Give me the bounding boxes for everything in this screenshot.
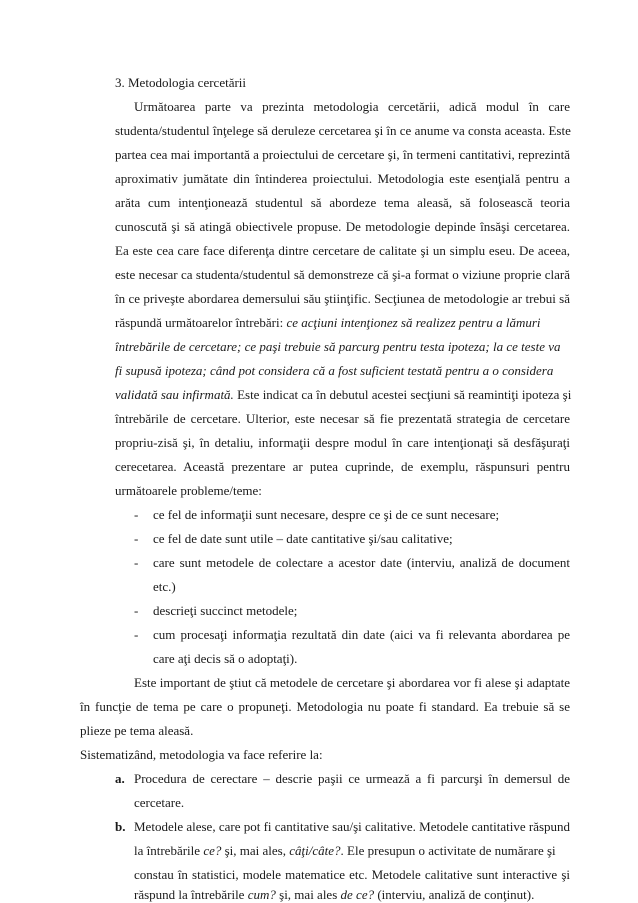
paragraph-line: Este important de ştiut că metodele de cercetare şi abordarea vor fi alese şi adaptate xyxy=(134,675,570,690)
paragraph-line: studenta/studentul înţelege să deruleze cercetarea şi în ce anume va consta aceasta. Este xyxy=(115,123,571,138)
list-item-text: Procedura de cerectare – descrie paşii ce urmează a fi parcurşi în demersul de xyxy=(134,771,570,786)
list-label-b: b. xyxy=(115,819,126,834)
italic-text: ce? xyxy=(203,843,225,858)
bullet-text: etc.) xyxy=(153,579,176,594)
paragraph-line: aproximativ jumătate din întinderea proiectului. Metodologia este esenţială pentru a xyxy=(115,171,570,186)
plain-text: şi, mai ales, xyxy=(224,843,290,858)
bullet-text: cum procesaţi informaţia rezultată din date (aici va fi relevanta abordarea pe xyxy=(153,627,570,642)
bullet-dash: - xyxy=(134,603,139,618)
paragraph-line: plieze pe tema aleasă. xyxy=(80,723,194,738)
bullet-dash: - xyxy=(134,555,139,570)
plain-text: . Ele presupun o activitate de numărare şi xyxy=(340,843,556,858)
bullet-text: care aţi decis să o adoptaţi). xyxy=(153,651,298,666)
plain-text: Este indicat ca în debutul acestei secţiuni să reamintiţi ipoteza şi xyxy=(233,387,572,402)
paragraph-line: întrebările de cercetare. Ulterior, este necesar să fie prezentată strategia de cercetare xyxy=(115,411,570,426)
bullet-text: care sunt metodele de colectare a acestor date (interviu, analiză de document xyxy=(153,555,570,570)
list-item-text: Metodele alese, care pot fi cantitative sau/şi calitative. Metodele cantitative răspund xyxy=(134,819,571,834)
paragraph-line: în funcţie de tema pe care o propuneţi. Metodologia nu poate fi standard. Ea trebuie să se xyxy=(80,699,570,714)
italic-text: de ce? xyxy=(340,887,375,902)
paragraph-line: partea cea mai importantă a proiectului de cercetare şi, în termeni cantitativi, reprezintă xyxy=(115,147,570,162)
paragraph-line: arăta cum intenţionează studentul să abordeze tema aleasă, să folosească teoria xyxy=(115,195,570,210)
list-label-a: a. xyxy=(115,771,125,786)
italic-text: cum? xyxy=(247,887,280,902)
plain-text: şi, mai ales xyxy=(279,887,341,902)
paragraph-line: propriu-zisă şi, în detaliu, informaţii despre modul în care intenţionaţi să desfăşuraţi xyxy=(115,435,570,450)
section-heading: 3. Metodologia cercetării xyxy=(115,75,247,90)
paragraph-line: cerecetarea. Această prezentare ar putea cuprinde, de exemplu, răspunsuri pentru xyxy=(115,459,570,474)
plain-text: (interviu, analiză de conţinut). xyxy=(374,887,535,902)
list-item-text xyxy=(134,843,570,859)
bullet-text: ce fel de date sunt utile – date cantitative şi/sau calitative; xyxy=(153,531,453,546)
paragraph-line: Ea este cea care face diferenţa dintre cercetare de calitate şi un simplu eseu. De aceea, xyxy=(115,243,570,258)
bullet-text: descrieţi succinct metodele; xyxy=(153,603,298,618)
summary-line: Sistematizând, metodologia va face referire la: xyxy=(80,747,323,762)
plain-text: răspundă următoarelor întrebări: xyxy=(115,315,287,330)
plain-text: la întrebările xyxy=(134,843,204,858)
paragraph-line: întrebările de cercetare; ce paşi trebuie să parcurg pentru testa ipoteza; la ce teste va xyxy=(115,339,561,354)
italic-text: ce acţiuni intenţionez să realizez pentru a lămuri xyxy=(286,315,541,330)
paragraph-line: este necesar ca studenta/studentul să demonstreze că şi-a format o viziune proprie clară xyxy=(115,267,570,282)
bullet-text: ce fel de informaţii sunt necesare, despre ce şi de ce sunt necesare; xyxy=(153,507,500,522)
list-item-text: cercetare. xyxy=(134,795,185,810)
paragraph-line xyxy=(115,315,570,331)
list-item-text: constau în statistici, modele matematice etc. Metodele calitative sunt interactive şi xyxy=(134,867,570,882)
italic-text: câţi/câte? xyxy=(289,843,341,858)
plain-text: răspund la întrebările xyxy=(134,887,248,902)
bullet-dash: - xyxy=(134,627,139,642)
paragraph-line: fi supusă ipoteza; când pot considera că a fost suficient testată pentru a o considera xyxy=(115,363,554,378)
italic-text: validată sau infirmată. xyxy=(115,387,234,402)
paragraph-line: următoarele probleme/teme: xyxy=(115,483,262,498)
list-item-text xyxy=(134,887,570,903)
bullet-dash: - xyxy=(134,507,139,522)
paragraph-line: în ce priveşte abordarea demersului său ştiinţific. Secţiunea de metodologie ar trebui să xyxy=(115,291,570,306)
paragraph-line xyxy=(115,387,570,403)
paragraph-line: cunoscută şi să atingă obiectivele propuse. De metodologie depinde însăşi cercetarea. xyxy=(115,219,570,234)
bullet-dash: - xyxy=(134,531,139,546)
paragraph-line: Următoarea parte va prezinta metodologia cercetării, adică modul în care xyxy=(134,99,570,114)
